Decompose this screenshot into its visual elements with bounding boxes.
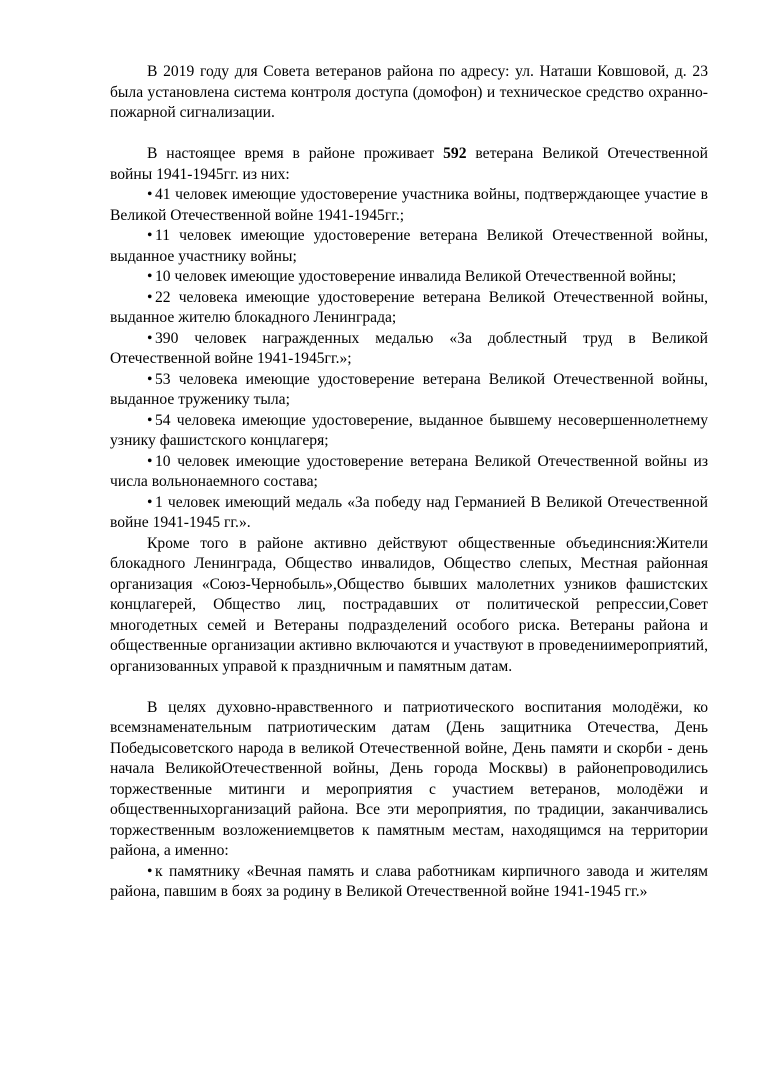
list-item-text: 1 человек имеющий медаль «За победу над Германией В Великой Отечественной войне 1941-1945 гг.». — [110, 493, 708, 531]
memorial-list — [110, 862, 708, 903]
bullet-icon: • — [147, 186, 153, 203]
paragraph-patriotic-education: В целях духовно-нравственного и патриотического воспитания молодёжи, ко всемзнаменательным патриотическим датам (День защитника Отечества, День Победысоветского народа в великой Отечественной войне, День памяти и скорби - день начала ВеликойОтечественной войны, День города Москвы) в районепроводились торжественные митинги и мероприятия с участием ветеранов, молодёжи и общественныхорганизаций района. Все эти мероприятия, по традиции, заканчивались торжественным возложениемцветов к памятным местам, находящимся на территории района, а именно: — [110, 698, 708, 859]
bullet-icon: • — [147, 862, 153, 880]
bullet-icon: • — [147, 329, 153, 347]
veterans-count-before: В настоящее время в районе проживает — [147, 145, 444, 162]
list-item-text: 22 человека имеющие удостоверение ветерана Великой Отечественной войны, выданное жителю блокадного Ленинграда; — [110, 288, 708, 326]
bullet-icon: • — [147, 370, 153, 388]
paragraph-public-associations: Кроме того в районе активно действуют общественные объединсния:Жители блокадного Ленинграда, Общество инвалидов, Общество слепых, Местная районная организация «Союз-Чернобыль»,Общество бывших малолетних узников фашистских концлагерей, Общество лиц, пострадавших от политической репрессии,Совет многодетных семей и Ветераны подразделений особого риска. Ветераны района и общественные организации активно включаются и участвуют в проведениимероприятий, организованных управой к праздничным и памятным датам. — [110, 534, 708, 675]
list-item — [110, 411, 708, 452]
list-item-text: 10 человек имеющие удостоверение инвалида Великой Отечественной войны; — [155, 268, 677, 285]
list-item-text: 10 человек имеющие удостоверение ветерана Великой Отечественной войны из числа вольнонаемного состава; — [110, 452, 708, 490]
bullet-icon: • — [147, 452, 153, 470]
list-item-text: 53 человека имеющие удостоверение ветерана Великой Отечественной войны, выданное труженику тыла; — [110, 370, 708, 408]
bullet-icon: • — [147, 411, 153, 429]
list-item-text: 54 человека имеющие удостоверение, выданное бывшему несовершеннолетнему узнику фашистского концлагеря; — [110, 411, 708, 449]
list-item-text: 41 человек имеющие удостоверение участника войны, подтверждающее участие в Великой Отечественной войне 1941-1945гг.; — [110, 186, 708, 224]
veterans-count-after: ветерана Великой Отечественной войны 1941-1945гг. из них: — [110, 145, 708, 183]
list-item — [110, 493, 708, 534]
list-item — [110, 288, 708, 329]
veterans-count-number: 592 — [443, 145, 467, 162]
list-item — [110, 185, 708, 226]
list-item — [110, 226, 708, 267]
bullet-icon: • — [147, 227, 153, 244]
document-page — [110, 62, 708, 903]
paragraph-gap — [110, 677, 708, 698]
paragraph-intercom: В 2019 году для Совета ветеранов района по адресу: ул. Наташи Ковшовой, д. 23 была установлена система контроля доступа (домофон) и техническое средство охранно-пожарной сигнализации. — [110, 63, 708, 121]
veterans-list — [110, 185, 708, 534]
list-item-text: 11 человек имеющие удостоверение ветерана Великой Отечественной войны, выданное участнику войны; — [110, 227, 708, 265]
list-item — [110, 370, 708, 411]
paragraph-gap — [110, 124, 708, 145]
bullet-icon: • — [147, 493, 153, 511]
list-item — [110, 267, 708, 288]
list-item — [110, 862, 708, 903]
list-item-text: 390 человек награжденных медалью «За доблестный труд в Великой Отечественной войне 1941-1945гг.»; — [110, 329, 708, 367]
list-item-text: к памятнику «Вечная память и слава работникам кирпичного завода и жителям района, павшим в боях за родину в Великой Отечественной войне 1941-1945 гг.» — [110, 862, 708, 900]
list-item — [110, 452, 708, 493]
list-item — [110, 329, 708, 370]
bullet-icon: • — [147, 288, 153, 306]
bullet-icon: • — [147, 268, 153, 285]
paragraph-veterans-count — [110, 144, 708, 185]
